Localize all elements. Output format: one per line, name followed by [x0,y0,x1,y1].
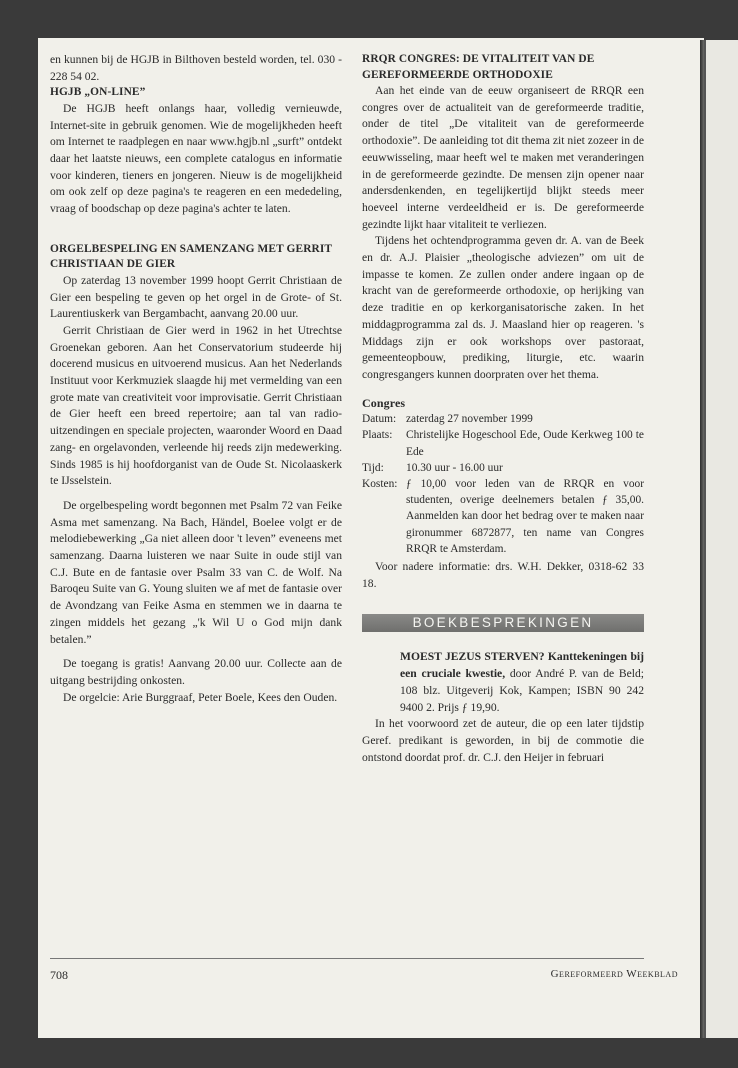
adjacent-page-edge [704,40,738,1038]
intro-paragraph: en kunnen bij de HGJB in Bilthoven besteld worden, tel. 030 - 228 54 02. [50,53,342,83]
paragraph: De HGJB heeft onlangs haar, volledig vernieuwde, Internet-site in gebruik genomen. Wie de mogelijkheden heeft om Internet te raadplegen en naar www.hgjb.nl „surft” ontdekt daar het laatste nieuws, een complete catalogus en informatie voor kinderen, tieners en jongeren. Nieuw is de mogelijkheid om ook zelf op deze pagina's te reageren en een mededeling, vraag of boodschap op deze pagina's achter te laten. [50,101,342,216]
congres-heading: Congres [362,395,406,410]
paragraph: De toegang is gratis! Aanvang 20.00 uur. Collecte aan de uitgang bestrijding onkosten. [50,657,342,687]
info-row-tijd [362,460,644,476]
info-row-datum [362,411,644,427]
boekbesprekingen-banner: BOEKBESPREKINGEN [362,614,644,632]
info-label: Kosten: [362,477,398,490]
left-column [50,52,342,706]
publication-name: Gereformeerd Weekblad [550,968,678,980]
review-paragraph: In het voorwoord zet de auteur, die op een later tijdstip Geref. predikant is geworden, in bij de commotie die ontstond doordat prof. dr. C.J. den Heijer in februari [362,717,644,764]
info-label: Tijd: [362,461,384,474]
info-value: zaterdag 27 november 1999 [406,413,533,426]
section-title-hgjb-online: HGJB „ON-LINE” [50,86,146,99]
paragraph: Aan het einde van de eeuw organiseert de RRQR een congres over de actualiteit van de gereformeerde traditie, onder de titel „De vitaliteit van de gereformeerde orthodoxie”. De aanleiding tot dit thema zit niet zozeer in de eeuwwisseling, maar heeft wel te maken met veranderingen in de gereformeerde gezindte. De mensen zijn opener naar andersdenkenden, en tegelijkertijd blijkt steeds meer hoeveel interne verdeeldheid er is. De gereformeerde gezindte lijkt haar vitaliteit te verliezen. [362,84,644,231]
info-value: ƒ 10,00 voor leden van de RRQR en voor studenten, overige deelnemers betalen ƒ 35,00. Aanmelden kan door het bedrag over te maken naar gironummer 6872877, ten name van Congres RRQR te Amsterdam. [406,477,644,555]
footer-rule [50,958,644,959]
paragraph: De orgelbespeling wordt begonnen met Psalm 72 van Feike Asma met samenzang. Na Bach, Händel, Boelee volgt er de melodiebewerking „Ga niet alleen door 't leven” eveneens met samenzang. Daarna luisteren we naar Suite in oude stijl van C.J. Bute en de fantasie over Psalm 33 van C. de Wolf. Na Baroqeu Suite van G. Young sluiten we af met de fantasie over de Avondzang van Feike Asma en stemmen we in daarna te zingen middels het gezang „'k Wil U o God mijn dank betalen.” [50,498,342,646]
page-number: 708 [50,968,68,982]
info-label: Plaats: [362,429,393,442]
right-column [362,52,644,767]
paragraph: Gerrit Christiaan de Gier werd in 1962 in het Utrechtse Groenekan geboren. Aan het Conservatorium studeerde hij docerend musicus en uitvoerend musicus. Aan het Nederlands Instituut voor Kerkmuziek slaagde hij met vermelding van een grote mate van creativiteit voor improvisatie. Gerrit Christiaan de Gier heeft een breed repertoire; aan tal van radio-uitzendingen en speciale projecten, waaronder Woord en Daad zang- en orgelavonden, verleende hij reeds zijn medewerking. Sinds 1985 is hij hoofdorganist van de Oude St. Nicolaaskerk te IJsselstein. [50,323,342,488]
info-row-plaats [362,427,644,459]
book-details: door André P. van de Beld; 108 blz. Uitgeverij Kok, Kampen; ISBN 90 242 9400 2. Prijs ƒ 19,90. [400,667,645,715]
contact-paragraph: Voor nadere informatie: drs. W.H. Dekker, 0318-62 33 18. [362,559,644,590]
paragraph: De orgelcie: Arie Burggraaf, Peter Boele, Kees den Ouden. [63,690,338,704]
section-title-rrqr-congres: RRQR CONGRES: DE VITALITEIT VAN DE GEREFORMEERDE ORTHODOXIE [362,53,595,81]
book-entry [400,648,644,716]
section-title-orgelbespeling: ORGELBESPELING EN SAMENZANG MET GERRIT CHRISTIAAN DE GIER [50,242,332,271]
paragraph: Op zaterdag 13 november 1999 hoopt Gerrit Christiaan de Gier een bespeling te geven op het orgel in de Grote- of St. Laurentiuskerk van Bergambacht, aanvang 20.00 uur. [50,273,342,321]
book-title: MOEST JEZUS STERVEN? Kanttekeningen bij een cruciale kwestie, [400,650,644,681]
info-label: Datum: [362,413,397,426]
congres-info-table [362,411,644,557]
info-value: 10.30 uur - 16.00 uur [406,461,503,474]
paragraph: Tijdens het ochtendprogramma geven dr. A. van de Beek en dr. A.J. Plaisier „theologische adviezen” om uit de impasse te komen. Ze zullen onder andere ingaan op de kracht van de gereformeerde orthodoxie, op herijking van deze traditie en op kerkorganisatorische zaken. In het middagprogramma zal ds. J. Maasland hier op reageren. 's Middags zijn er ook workshops over pastoraat, gemeenteopbouw, prediking, liturgie, etc. waarin congresgangers kunnen doorpraten over het thema. [362,234,644,381]
info-value: Christelijke Hogeschool Ede, Oude Kerkweg 100 te Ede [406,429,644,458]
info-row-kosten [362,476,644,557]
